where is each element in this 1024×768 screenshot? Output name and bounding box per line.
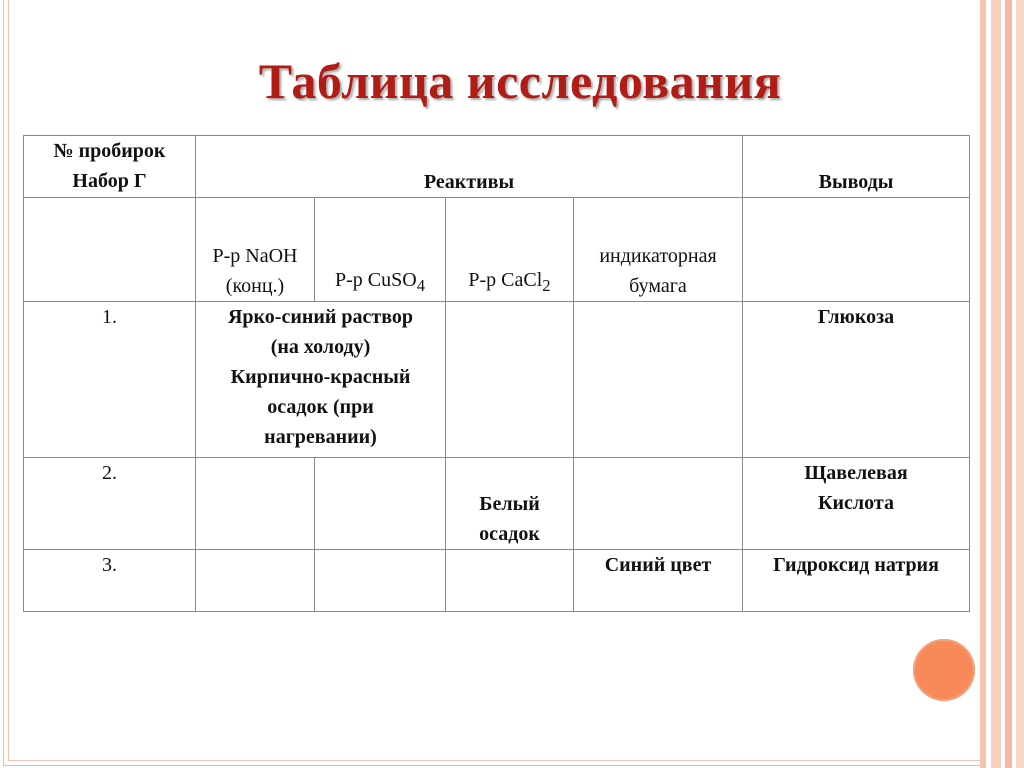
row1-observation-line4: осадок (при	[267, 396, 374, 418]
reagent-cacl2-subscript: 2	[542, 276, 551, 295]
row2-cacl2-line1: Белый	[479, 493, 540, 515]
row3-naoh-empty-cell	[196, 550, 315, 612]
row1-observation-line2: (на холоду)	[270, 336, 371, 358]
row1-indicator-empty-cell	[574, 302, 743, 458]
reagent-indicator-line2: бумага	[629, 275, 687, 297]
row3-cacl2-empty-cell	[446, 550, 574, 612]
header-tubes-line2: Набор Г	[72, 170, 147, 192]
reagent-naoh-line2: (конц.)	[225, 275, 285, 297]
row1-observation-line5: нагревании)	[264, 426, 377, 448]
decorative-stripes	[980, 0, 1024, 768]
table-header-row	[24, 136, 970, 198]
header-reagents: Реактивы	[423, 171, 515, 193]
table-row	[24, 458, 970, 550]
reagent-indicator-line1: индикаторная	[599, 245, 717, 267]
row1-observation-cell	[196, 302, 446, 458]
row2-conclusion-line1: Щавелевая	[804, 462, 908, 484]
header-tubes-cell	[24, 136, 196, 198]
slide-title: Таблица исследования	[258, 53, 782, 109]
table-row	[24, 550, 970, 612]
reagent-naoh-cell	[196, 198, 315, 302]
row2-conclusion-cell	[743, 458, 970, 550]
reagent-cacl2-cell	[446, 198, 574, 302]
row2-cuso4-empty-cell	[315, 458, 446, 550]
reagent-indicator-cell	[574, 198, 743, 302]
table-row	[24, 302, 970, 458]
reagent-naoh-line1: Р-р NaOH	[212, 245, 298, 267]
row2-indicator-empty-cell	[574, 458, 743, 550]
row3-cuso4-empty-cell	[315, 550, 446, 612]
row1-conclusion: Глюкоза	[743, 302, 970, 458]
reagents-row-empty-cell	[24, 198, 196, 302]
reagent-cuso4-label: Р-р CuSO	[334, 269, 417, 291]
header-conclusions-cell	[743, 136, 970, 198]
decorative-circle	[913, 639, 975, 701]
header-conclusions: Выводы	[818, 171, 894, 193]
header-reagents-cell	[196, 136, 743, 198]
row3-number: 3.	[24, 550, 196, 612]
reagents-row	[24, 198, 970, 302]
row2-naoh-empty-cell	[196, 458, 315, 550]
reagent-cuso4-cell	[315, 198, 446, 302]
reagents-row-conclusion-empty-cell	[743, 198, 970, 302]
row2-conclusion-line2: Кислота	[818, 492, 894, 514]
row2-cacl2-line2: осадок	[479, 523, 540, 545]
row2-number: 2.	[24, 458, 196, 550]
row3-conclusion: Гидроксид натрия	[743, 550, 970, 612]
row1-observation-line1: Ярко-синий раствор	[227, 306, 414, 328]
row1-number: 1.	[24, 302, 196, 458]
row3-indicator: Синий цвет	[574, 550, 743, 612]
reagent-cuso4-subscript: 4	[416, 276, 426, 295]
reagent-cacl2-label: Р-р CaCl	[468, 269, 543, 291]
row1-observation-line3: Кирпично-красный	[230, 366, 411, 388]
header-tubes-line1: № пробирок	[53, 140, 166, 162]
research-table	[23, 135, 970, 612]
row1-cacl2-empty-cell	[446, 302, 574, 458]
row2-cacl2-cell	[446, 458, 574, 550]
